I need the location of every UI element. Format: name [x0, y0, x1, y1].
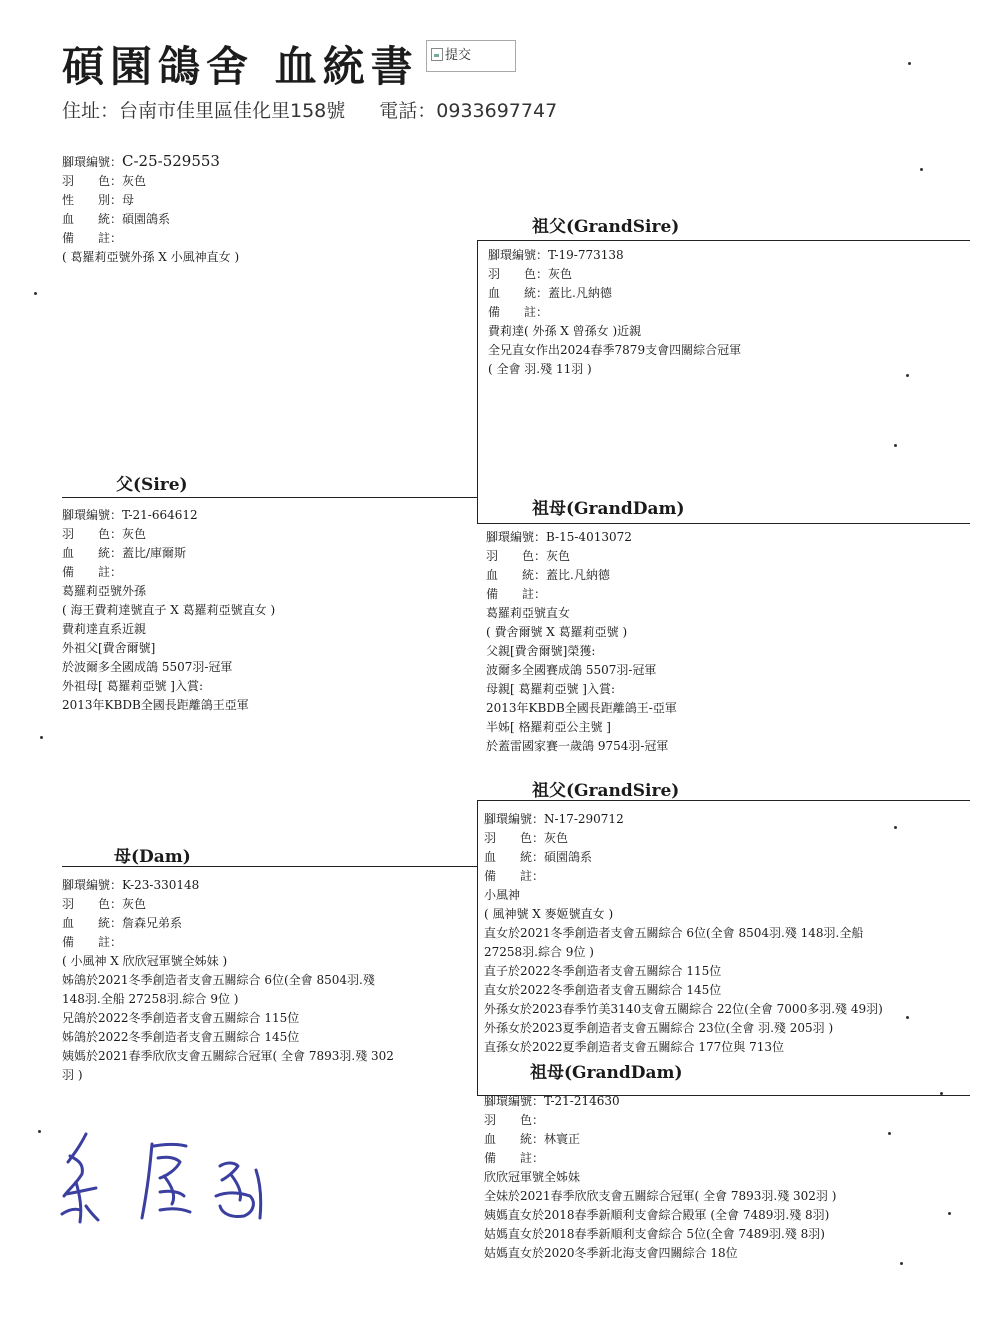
- scan-speck: [940, 1092, 943, 1095]
- regno-label: 腳環編號：: [484, 812, 545, 826]
- note-label: 備 註：: [62, 231, 123, 245]
- note-line: 姑媽直女於2018春季新順利支會綜合 5位(全會 7489羽.殘 8羽): [484, 1227, 825, 1241]
- page-title: 碩園鴿舍 血統書: [62, 42, 419, 91]
- note-line: 母親[ 葛羅莉亞號 ]入賞:: [486, 682, 616, 696]
- subject-pigeon-info: [62, 152, 239, 267]
- note-line: 父親[費舍爾號]榮獲:: [486, 644, 596, 658]
- note-label: 備 註：: [62, 935, 123, 949]
- note-label: 備 註：: [488, 305, 549, 319]
- color-label: 羽 色：: [62, 897, 123, 911]
- color-label: 羽 色：: [62, 527, 123, 541]
- color-label: 羽 色：: [488, 267, 549, 281]
- sire-title: 父(Sire): [116, 475, 188, 495]
- note-line: 2013年KBDB全國長距離鴿王-亞軍: [486, 701, 677, 715]
- note-line: 姊鴿於2022冬季創造者支會五關綜合 145位: [62, 1030, 300, 1044]
- regno-label: 腳環編號：: [62, 878, 123, 892]
- note-line: 葛羅莉亞號直女: [486, 606, 571, 620]
- note-line: 費莉達( 外孫 X 曾孫女 )近親: [488, 324, 642, 338]
- scan-speck: [948, 1212, 951, 1215]
- color-value: 灰色: [122, 897, 147, 911]
- regno-label: 腳環編號：: [484, 1094, 545, 1108]
- note-line: 全兄直女作出2024春季7879支會四關綜合冠軍: [488, 343, 742, 357]
- color-label: 羽 色：: [62, 174, 123, 188]
- note-line: ( 全會 羽.殘 11羽 ): [488, 362, 592, 376]
- note-line: ( 費舍爾號 X 葛羅莉亞號 ): [486, 625, 628, 639]
- note-line: 外祖母[ 葛羅莉亞號 ]入賞:: [62, 679, 204, 693]
- note-line: 費莉達直系近親: [62, 622, 147, 636]
- note-line: 羽 ): [62, 1068, 83, 1082]
- contact-line: [62, 96, 557, 123]
- granddam-title: 祖母(GrandDam): [530, 1063, 683, 1083]
- regno-label: 腳環編號：: [486, 530, 547, 544]
- scan-speck: [920, 168, 923, 171]
- granddam-info: [484, 1092, 836, 1263]
- strain-value: 碩園鴿系: [544, 850, 593, 864]
- regno: T-19-773138: [548, 248, 624, 262]
- regno: T-21-214630: [544, 1094, 620, 1108]
- strain-value: 蓋比/庫爾斯: [122, 546, 187, 560]
- scan-speck: [888, 1132, 891, 1135]
- note-line: 148羽.全船 27258羽.綜合 9位 ): [62, 992, 239, 1006]
- note-line: 波爾多全國賽成鴿 5507羽-冠軍: [486, 663, 657, 677]
- regno-label: 腳環編號：: [62, 155, 123, 169]
- note-line: 2013年KBDB全國長距離鴿王亞軍: [62, 698, 249, 712]
- note-line: ( 風神號 X 麥姬號直女 ): [484, 907, 614, 921]
- note-line: 葛羅莉亞號外孫: [62, 584, 147, 598]
- note-line: 姨媽直女於2018春季新順利支會綜合殿軍 (全會 7489羽.殘 8羽): [484, 1208, 830, 1222]
- address: 住址：台南市佳里區佳化里158號: [62, 100, 346, 122]
- scan-speck: [906, 374, 909, 377]
- note-line: 姑媽直女於2020冬季新北海支會四關綜合 18位: [484, 1246, 738, 1260]
- note-line: 兄鴿於2022冬季創造者支會五關綜合 115位: [62, 1011, 300, 1025]
- strain-label: 血 統：: [484, 850, 545, 864]
- handwritten-signature: [56, 1126, 276, 1236]
- note-line: ( 小風神 X 欣欣冠軍號全姊妹 ): [62, 954, 228, 968]
- note-label: 備 註：: [484, 1151, 545, 1165]
- note-line: 半姊[ 格羅莉亞公主號 ]: [486, 720, 611, 734]
- strain-label: 血 統：: [488, 286, 549, 300]
- note-line: 直女於2021冬季創造者支會五關綜合 6位(全會 8504羽.殘 148羽.全船: [484, 926, 864, 940]
- dam-title: 母(Dam): [114, 847, 191, 867]
- scan-speck: [38, 1130, 41, 1133]
- dam-info: [62, 876, 394, 1085]
- scan-speck: [908, 62, 911, 65]
- note-line: 27258羽.綜合 9位 ): [484, 945, 594, 959]
- note-line: 姊鴿於2021冬季創造者支會五關綜合 6位(全會 8504羽.殘: [62, 973, 375, 987]
- note-line: 外祖父[費舍爾號]: [62, 641, 156, 655]
- color-label: 羽 色：: [484, 831, 545, 845]
- regno: T-21-664612: [122, 508, 198, 522]
- note-label: 備 註：: [484, 869, 545, 883]
- scan-speck: [900, 1262, 903, 1265]
- note-line: 外孫女於2023夏季創造者支會五關綜合 23位(全會 羽.殘 205羽 ): [484, 1021, 834, 1035]
- strain-label: 血 統：: [62, 916, 123, 930]
- regno-label: 腳環編號：: [488, 248, 549, 262]
- granddam-title: 祖母(GrandDam): [532, 499, 685, 519]
- scan-speck: [34, 292, 37, 295]
- note-line: 全妹於2021春季欣欣支會五關綜合冠軍( 全會 7893羽.殘 302羽 ): [484, 1189, 837, 1203]
- color-value: 灰色: [544, 831, 569, 845]
- regno-label: 腳環編號：: [62, 508, 123, 522]
- note-line: 小風神: [484, 888, 521, 902]
- strain-label: 血 統：: [62, 546, 123, 560]
- grandsire-info: [484, 810, 883, 1057]
- sex-label: 性 別：: [62, 193, 123, 207]
- color-value: 灰色: [548, 267, 573, 281]
- color-label: 羽 色：: [486, 549, 547, 563]
- color-label: 羽 色：: [484, 1113, 545, 1127]
- note-label: 備 註：: [486, 587, 547, 601]
- regno: N-17-290712: [544, 812, 624, 826]
- regno: B-15-4013072: [546, 530, 632, 544]
- regno: C-25-529553: [122, 152, 220, 170]
- broken-image-icon: [431, 48, 443, 61]
- note-line: 姨媽於2021春季欣欣支會五關綜合冠軍( 全會 7893羽.殘 302: [62, 1049, 394, 1063]
- scan-speck: [906, 1016, 909, 1019]
- submit-button[interactable]: [426, 40, 516, 72]
- note-line: 直女於2022冬季創造者支會五關綜合 145位: [484, 983, 722, 997]
- strain-value: 蓋比.凡納德: [546, 568, 610, 582]
- grandsire-info: [488, 246, 741, 379]
- submit-label: 提交: [445, 48, 472, 63]
- note-line: ( 葛羅莉亞號外孫 X 小風神直女 ): [62, 250, 240, 264]
- scan-speck: [894, 444, 897, 447]
- strain-label: 血 統：: [484, 1132, 545, 1146]
- grandsire-title: 祖父(GrandSire): [532, 781, 680, 801]
- strain-value: 蓋比.凡納德: [548, 286, 612, 300]
- sire-line: [62, 497, 477, 498]
- granddam-info: [486, 528, 677, 756]
- scan-speck: [40, 736, 43, 739]
- sex-value: 母: [122, 193, 135, 207]
- note-line: 於蓋雷國家賽一歲鴿 9754羽-冠軍: [486, 739, 669, 753]
- strain-label: 血 統：: [486, 568, 547, 582]
- note-line: 欣欣冠軍號全姊妹: [484, 1170, 581, 1184]
- note-line: 直孫女於2022夏季創造者支會五關綜合 177位與 713位: [484, 1040, 784, 1054]
- strain-value: 碩園鴿系: [122, 212, 171, 226]
- note-line: 外孫女於2023春季竹美3140支會五關綜合 22位(全會 7000多羽.殘 49羽): [484, 1002, 883, 1016]
- scan-speck: [894, 826, 897, 829]
- regno: K-23-330148: [122, 878, 200, 892]
- color-value: 灰色: [546, 549, 571, 563]
- color-value: 灰色: [122, 174, 147, 188]
- strain-label: 血 統：: [62, 212, 123, 226]
- note-line: 於波爾多全國成鴿 5507羽-冠軍: [62, 660, 233, 674]
- strain-value: 詹森兄弟系: [122, 916, 183, 930]
- color-value: 灰色: [122, 527, 147, 541]
- grandsire-title: 祖父(GrandSire): [532, 217, 680, 237]
- note-label: 備 註：: [62, 565, 123, 579]
- strain-value: 林寰正: [544, 1132, 581, 1146]
- sire-info: [62, 506, 275, 715]
- phone: 電話：0933697747: [379, 100, 558, 122]
- note-line: 直子於2022冬季創造者支會五關綜合 115位: [484, 964, 722, 978]
- note-line: ( 海王費莉達號直子 X 葛羅莉亞號直女 ): [62, 603, 276, 617]
